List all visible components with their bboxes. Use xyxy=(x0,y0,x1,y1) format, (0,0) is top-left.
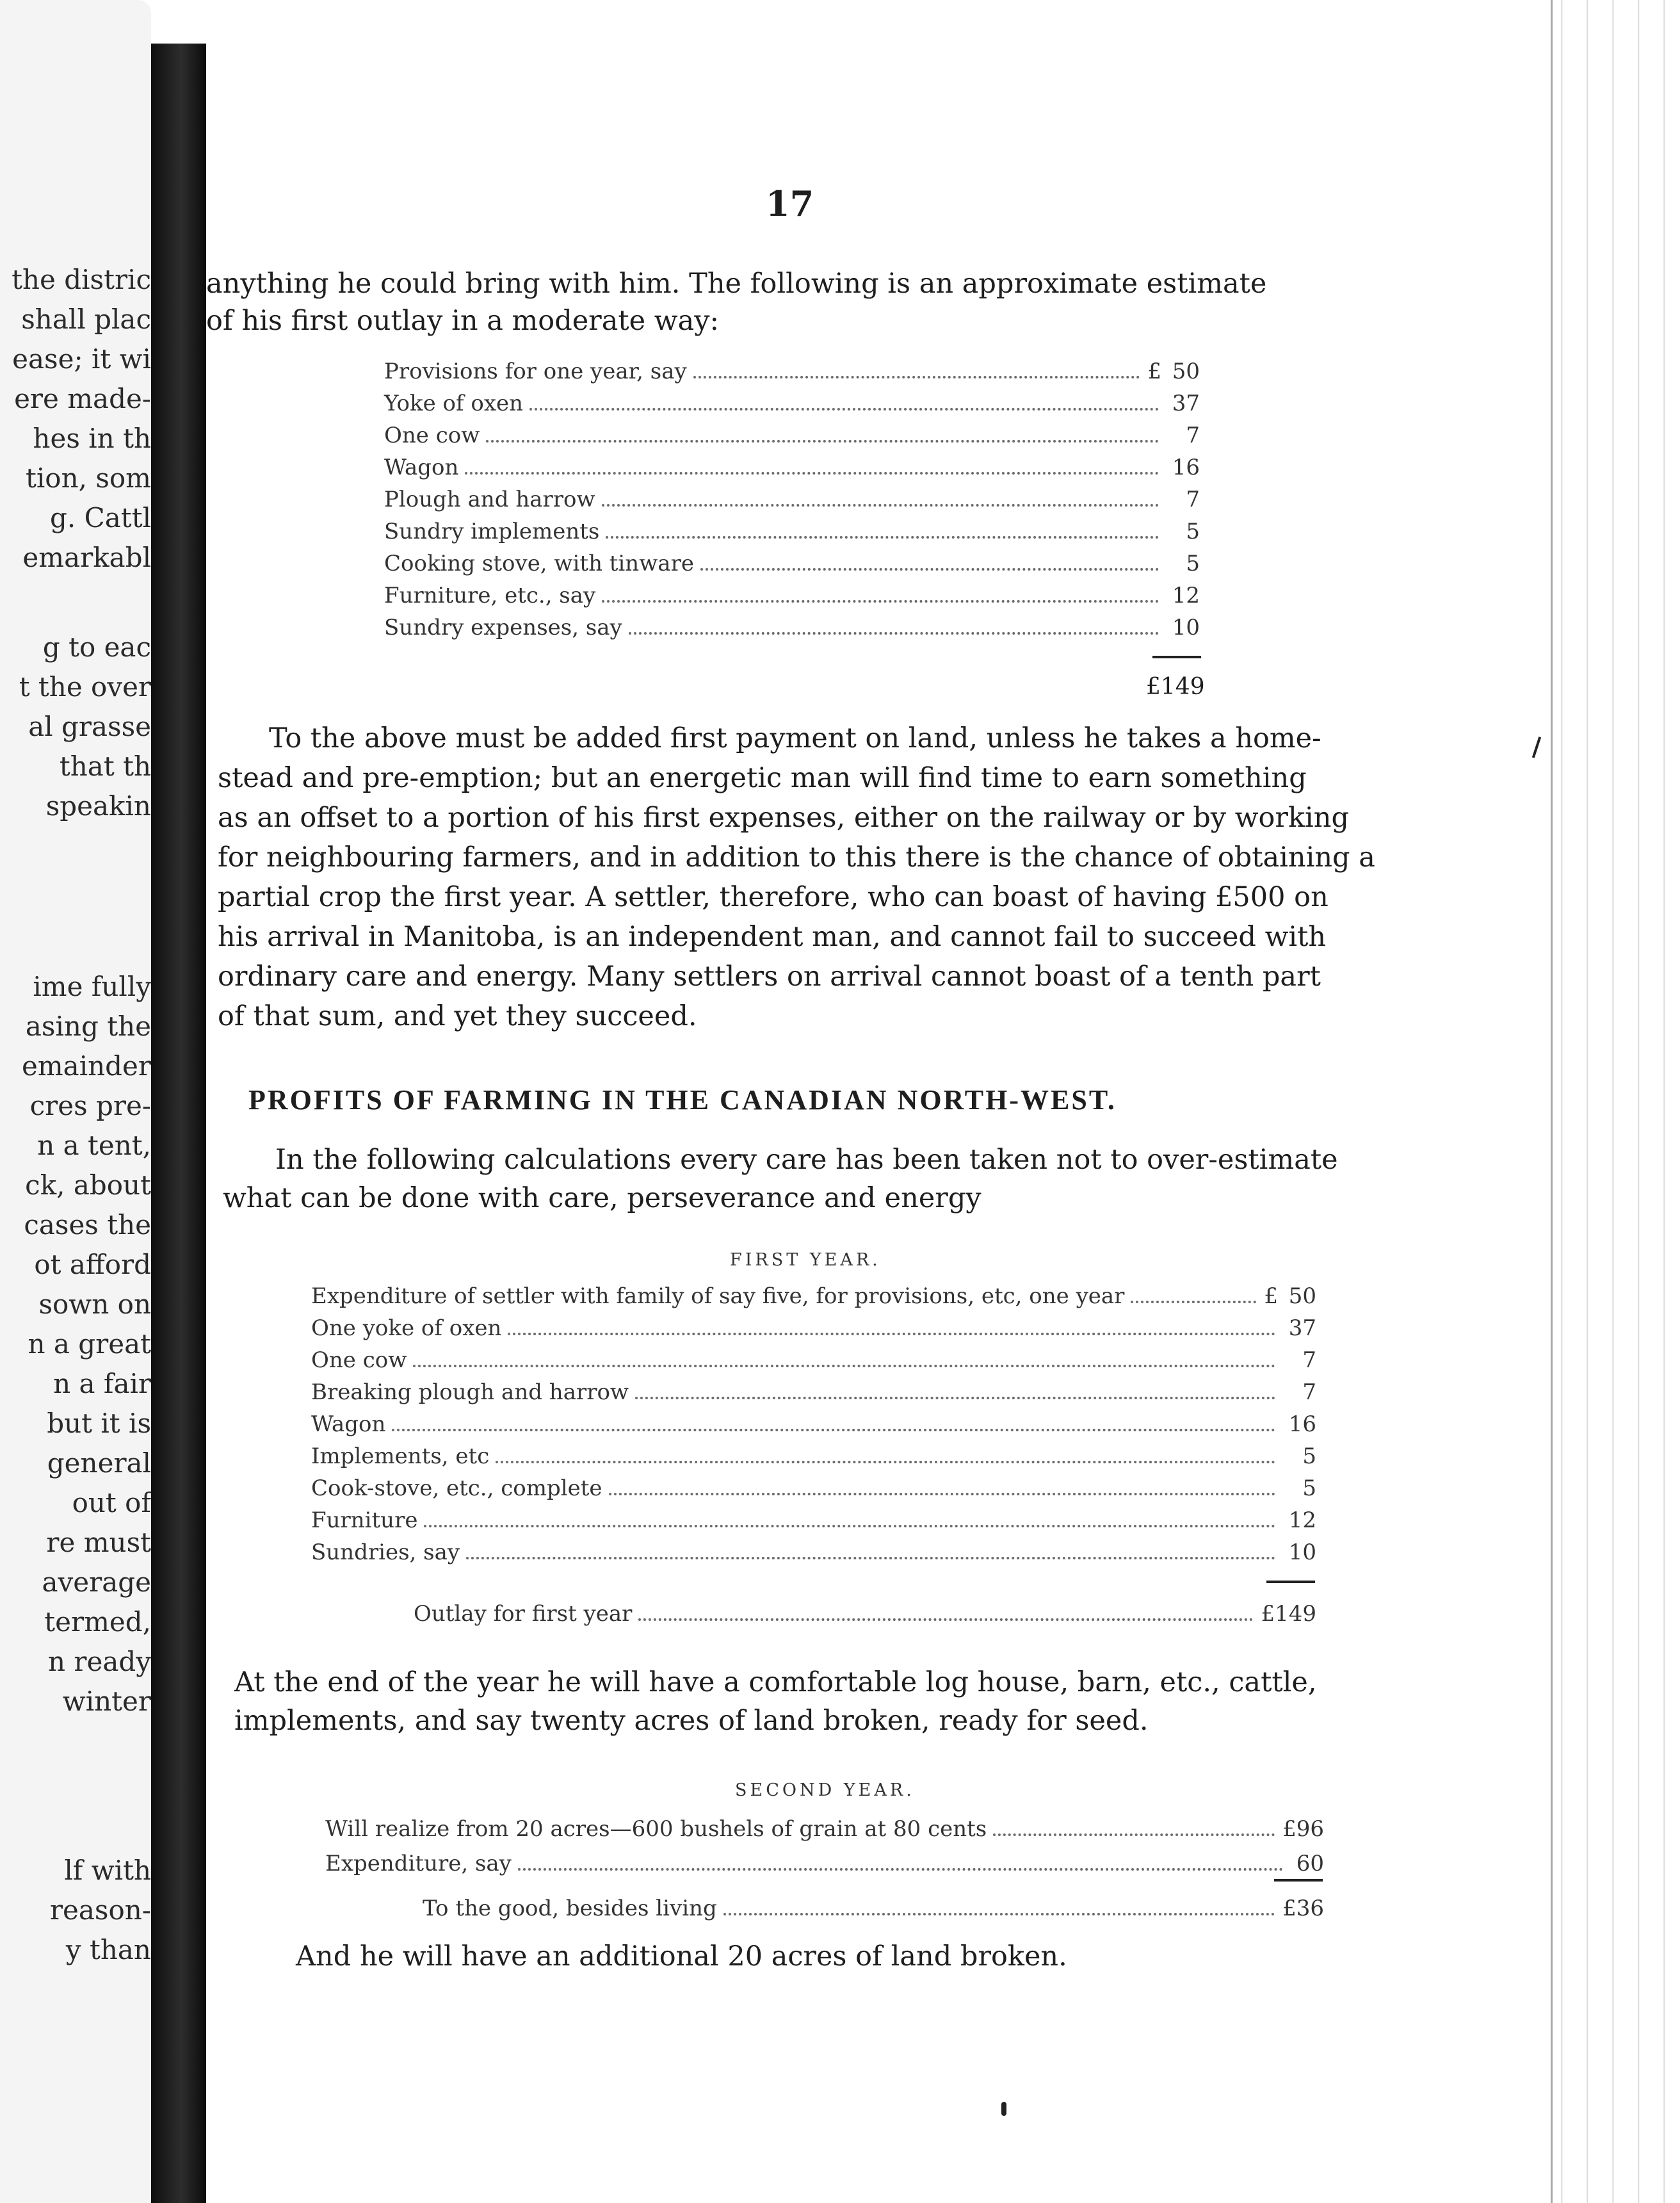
paragraph-line: partial crop the first year. A settler, therefore, who can boast of having £500 on xyxy=(218,881,1329,913)
prev-line: g to eac xyxy=(42,631,151,663)
prev-line: reason- xyxy=(49,1894,151,1926)
prev-line: n a tent, xyxy=(37,1130,151,1161)
row-value: £96 xyxy=(1282,1816,1324,1842)
book-binding-shadow xyxy=(151,44,206,2203)
row-label: Sundry implements xyxy=(384,519,600,544)
row-label: One yoke of oxen xyxy=(311,1315,502,1341)
leader-dots xyxy=(700,568,1159,571)
outlay-total: £149 xyxy=(1146,674,1205,700)
table-row xyxy=(311,1475,1316,1501)
row-value: 7 xyxy=(1302,1347,1316,1373)
row-value: 5 xyxy=(1302,1475,1316,1501)
prev-line: asing the xyxy=(25,1011,151,1042)
row-label: Furniture, etc., say xyxy=(384,583,596,608)
leader-dots xyxy=(693,376,1140,378)
table-row xyxy=(311,1379,1316,1405)
leader-dots xyxy=(496,1461,1275,1463)
table-row xyxy=(325,1851,1324,1876)
row-label: Expenditure, say xyxy=(325,1851,512,1876)
leader-dots xyxy=(635,1397,1275,1399)
leader-dots xyxy=(602,600,1159,603)
prev-line: n a great xyxy=(28,1328,151,1360)
currency-symbol: £ xyxy=(1264,1283,1278,1309)
total-value: £149 xyxy=(1261,1601,1316,1627)
sum-rule xyxy=(1152,656,1201,658)
row-value: 16 xyxy=(1288,1411,1316,1437)
row-value: 60 xyxy=(1296,1851,1324,1876)
prev-line: hes in th xyxy=(33,423,151,454)
table-row xyxy=(384,615,1200,640)
intro-line: of his first outlay in a moderate way: xyxy=(206,305,719,337)
row-value: 16 xyxy=(1172,455,1200,480)
row-label: Expenditure of settler with family of say five, for provisions, etc, one year xyxy=(311,1283,1125,1309)
sum-rule xyxy=(1274,1879,1323,1882)
prev-line: the distric xyxy=(12,264,151,295)
table-row xyxy=(384,487,1200,512)
leader-dots xyxy=(1131,1301,1256,1303)
table-row xyxy=(384,551,1200,576)
prev-line: shall plac xyxy=(21,304,151,335)
row-label: One cow xyxy=(311,1347,407,1373)
first-year-note-line: implements, and say twenty acres of land broken, ready for seed. xyxy=(234,1705,1149,1737)
prev-line: sown on xyxy=(38,1288,151,1320)
table-row xyxy=(311,1443,1316,1469)
leader-dots xyxy=(723,1913,1275,1915)
page-edges xyxy=(1551,0,1680,2203)
table-row xyxy=(311,1508,1316,1533)
row-value: 7 xyxy=(1302,1379,1316,1405)
paragraph-line: of that sum, and yet they succeed. xyxy=(218,1000,697,1032)
row-value: 50 xyxy=(1288,1283,1316,1309)
leader-dots xyxy=(993,1833,1275,1836)
row-value: 10 xyxy=(1288,1540,1316,1565)
total-row xyxy=(414,1601,1316,1627)
leader-dots xyxy=(629,632,1159,635)
row-label: Sundry expenses, say xyxy=(384,615,622,640)
row-label: One cow xyxy=(384,423,480,448)
prev-line: t the over xyxy=(19,671,151,703)
total-label: Outlay for first year xyxy=(414,1601,633,1627)
total-label: To the good, besides living xyxy=(423,1896,717,1921)
prev-line: cres pre- xyxy=(29,1090,151,1121)
total-row xyxy=(423,1896,1324,1921)
section-intro-line: In the following calculations every care has been taken not to over-estimate xyxy=(275,1144,1338,1176)
first-year-heading: FIRST YEAR. xyxy=(730,1250,881,1270)
prev-line: lf with xyxy=(64,1855,151,1886)
row-value: 50 xyxy=(1172,359,1200,384)
leader-dots xyxy=(508,1333,1275,1335)
row-label: Cook-stove, etc., complete xyxy=(311,1475,602,1501)
row-label: Provisions for one year, say xyxy=(384,359,687,384)
prev-line: speakin xyxy=(45,790,151,822)
page-number: 17 xyxy=(766,183,814,224)
table-row xyxy=(311,1540,1316,1565)
previous-page-fragment xyxy=(0,0,151,2203)
table-row xyxy=(384,423,1200,448)
table-row xyxy=(311,1283,1316,1309)
leader-dots xyxy=(465,472,1159,475)
paragraph-line: To the above must be added first payment on land, unless he takes a home- xyxy=(269,722,1321,754)
first-year-note-line: At the end of the year he will have a comfortable log house, barn, etc., cattle, xyxy=(234,1666,1317,1698)
paragraph-line: stead and pre-emption; but an energetic man will find time to earn something xyxy=(218,762,1307,794)
row-value: 10 xyxy=(1172,615,1200,640)
ink-mark xyxy=(1001,2102,1006,2116)
row-label: Furniture xyxy=(311,1508,418,1533)
table-row xyxy=(384,359,1200,384)
row-label: Breaking plough and harrow xyxy=(311,1379,629,1405)
prev-line: y than xyxy=(65,1934,151,1965)
paragraph-line: for neighbouring farmers, and in addition to this there is the chance of obtaining a xyxy=(218,841,1375,874)
prev-line: cases the xyxy=(24,1209,151,1240)
leader-dots xyxy=(609,1493,1275,1495)
paragraph-line: as an offset to a portion of his first expenses, either on the railway or by working xyxy=(218,802,1350,834)
prev-line: termed, xyxy=(44,1606,151,1638)
prev-line: winter xyxy=(62,1686,151,1717)
row-value: 5 xyxy=(1186,519,1200,544)
section-intro-line: what can be done with care, perseverance and energy xyxy=(223,1182,981,1214)
intro-line: anything he could bring with him. The following is an approximate estimate xyxy=(206,268,1267,300)
table-row xyxy=(384,391,1200,416)
second-year-heading: SECOND YEAR. xyxy=(735,1780,915,1800)
leader-dots xyxy=(518,1868,1283,1871)
table-row xyxy=(384,455,1200,480)
table-row xyxy=(311,1315,1316,1341)
row-value: 7 xyxy=(1186,423,1200,448)
row-value: 7 xyxy=(1186,487,1200,512)
row-value: 12 xyxy=(1288,1508,1316,1533)
row-value: 5 xyxy=(1302,1443,1316,1469)
row-label: Wagon xyxy=(384,455,459,480)
row-value: 5 xyxy=(1186,551,1200,576)
leader-dots xyxy=(638,1618,1253,1621)
row-label: Implements, etc xyxy=(311,1443,490,1469)
leader-dots xyxy=(392,1429,1275,1431)
row-value: 12 xyxy=(1172,583,1200,608)
prev-line: ck, about xyxy=(25,1169,151,1201)
leader-dots xyxy=(424,1525,1275,1527)
prev-line: emarkabl xyxy=(22,542,151,573)
prev-line: general xyxy=(47,1447,151,1479)
paragraph-line: his arrival in Manitoba, is an independent man, and cannot fail to succeed with xyxy=(218,921,1327,953)
prev-line: ease; it wi xyxy=(12,343,151,375)
table-row xyxy=(325,1816,1324,1842)
prev-line: that th xyxy=(59,751,151,782)
table-row xyxy=(311,1411,1316,1437)
paragraph-line: ordinary care and energy. Many settlers on arrival cannot boast of a tenth part xyxy=(218,961,1321,993)
prev-line: al grasse xyxy=(28,711,151,742)
leader-dots xyxy=(486,440,1159,443)
prev-line: tion, som xyxy=(25,462,151,494)
section-heading: PROFITS OF FARMING IN THE CANADIAN NORTH-WEST. xyxy=(248,1084,1117,1116)
table-row xyxy=(384,519,1200,544)
prev-line: but it is xyxy=(47,1408,151,1439)
table-row xyxy=(384,583,1200,608)
leader-dots xyxy=(602,504,1159,507)
edge-line xyxy=(1551,0,1553,2203)
prev-line: re must xyxy=(46,1527,151,1558)
leader-dots xyxy=(466,1557,1275,1559)
row-label: Cooking stove, with tinware xyxy=(384,551,694,576)
row-label: Yoke of oxen xyxy=(384,391,524,416)
prev-line: out of xyxy=(72,1487,151,1518)
prev-line: n a fair xyxy=(53,1368,151,1399)
table-row xyxy=(311,1347,1316,1373)
closing-line: And he will have an additional 20 acres of land broken. xyxy=(296,1940,1067,1972)
prev-line: g. Cattl xyxy=(50,502,151,533)
leader-dots xyxy=(413,1365,1275,1367)
total-value: £36 xyxy=(1282,1896,1324,1921)
prev-line: n ready xyxy=(48,1646,151,1677)
prev-line: ot afford xyxy=(34,1249,151,1280)
prev-line: ere made- xyxy=(14,383,151,414)
row-label: Plough and harrow xyxy=(384,487,595,512)
prev-line: emainder xyxy=(21,1050,151,1082)
leader-dots xyxy=(529,408,1159,411)
row-label: Sundries, say xyxy=(311,1540,460,1565)
row-value: 37 xyxy=(1172,391,1200,416)
row-label: Will realize from 20 acres—600 bushels of grain at 80 cents xyxy=(325,1816,987,1842)
row-value: 37 xyxy=(1288,1315,1316,1341)
prev-line: ime fully xyxy=(33,971,151,1002)
sum-rule xyxy=(1266,1581,1315,1583)
prev-line: average xyxy=(42,1566,151,1598)
currency-symbol: £ xyxy=(1147,359,1161,384)
leader-dots xyxy=(606,536,1159,539)
row-label: Wagon xyxy=(311,1411,386,1437)
